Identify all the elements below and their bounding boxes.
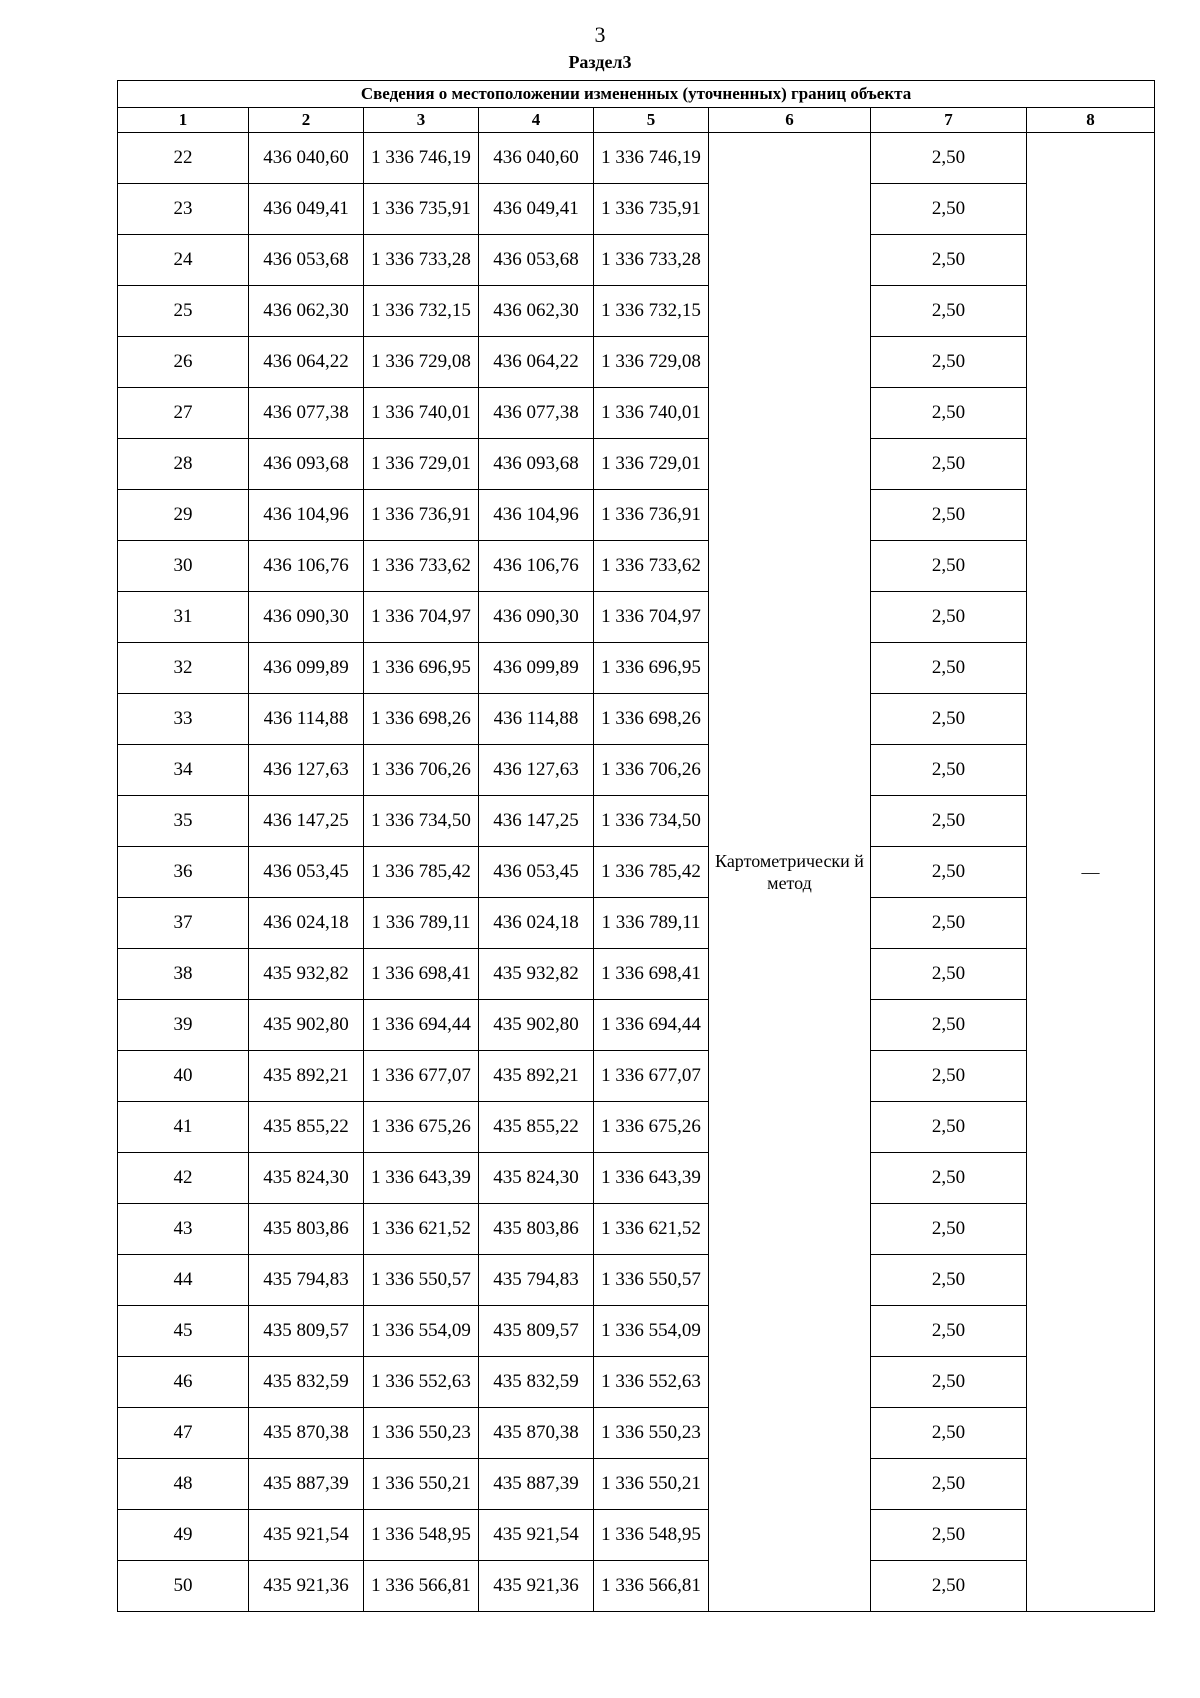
y-existing-cell: 1 336 736,91 (364, 490, 479, 541)
y-new-cell: 1 336 735,91 (594, 184, 709, 235)
y-new-cell: 1 336 643,39 (594, 1153, 709, 1204)
y-existing-cell: 1 336 734,50 (364, 796, 479, 847)
y-existing-cell: 1 336 785,42 (364, 847, 479, 898)
table-body (118, 133, 1155, 1612)
point-number-cell: 38 (118, 949, 249, 1000)
table-row (118, 949, 1155, 1000)
y-new-cell: 1 336 698,26 (594, 694, 709, 745)
column-number: 4 (479, 108, 594, 133)
y-new-cell: 1 336 694,44 (594, 1000, 709, 1051)
table-row (118, 1051, 1155, 1102)
x-new-cell: 436 040,60 (479, 133, 594, 184)
y-new-cell: 1 336 733,62 (594, 541, 709, 592)
y-new-cell: 1 336 677,07 (594, 1051, 709, 1102)
accuracy-cell: 2,50 (871, 235, 1027, 286)
y-existing-cell: 1 336 566,81 (364, 1561, 479, 1612)
accuracy-cell: 2,50 (871, 388, 1027, 439)
y-new-cell: 1 336 550,23 (594, 1408, 709, 1459)
x-existing-cell: 435 803,86 (249, 1204, 364, 1255)
table-row (118, 439, 1155, 490)
table-row (118, 1153, 1155, 1204)
x-existing-cell: 435 832,59 (249, 1357, 364, 1408)
y-new-cell: 1 336 566,81 (594, 1561, 709, 1612)
point-number-cell: 45 (118, 1306, 249, 1357)
x-existing-cell: 436 053,68 (249, 235, 364, 286)
x-existing-cell: 436 106,76 (249, 541, 364, 592)
y-new-cell: 1 336 746,19 (594, 133, 709, 184)
x-existing-cell: 435 921,36 (249, 1561, 364, 1612)
y-new-cell: 1 336 736,91 (594, 490, 709, 541)
x-new-cell: 436 049,41 (479, 184, 594, 235)
accuracy-cell: 2,50 (871, 1153, 1027, 1204)
x-existing-cell: 436 053,45 (249, 847, 364, 898)
accuracy-cell: 2,50 (871, 184, 1027, 235)
table-caption-row (118, 81, 1155, 108)
x-new-cell: 436 053,45 (479, 847, 594, 898)
page-number: 3 (594, 22, 606, 47)
x-new-cell: 436 147,25 (479, 796, 594, 847)
y-new-cell: 1 336 554,09 (594, 1306, 709, 1357)
x-new-cell: 435 824,30 (479, 1153, 594, 1204)
x-new-cell: 436 024,18 (479, 898, 594, 949)
table-row (118, 694, 1155, 745)
x-new-cell: 435 921,36 (479, 1561, 594, 1612)
x-existing-cell: 436 127,63 (249, 745, 364, 796)
y-new-cell: 1 336 729,01 (594, 439, 709, 490)
x-existing-cell: 436 040,60 (249, 133, 364, 184)
y-new-cell: 1 336 696,95 (594, 643, 709, 694)
table-row (118, 541, 1155, 592)
accuracy-cell: 2,50 (871, 1510, 1027, 1561)
table-row (118, 796, 1155, 847)
column-number: 1 (118, 108, 249, 133)
table-row (118, 1204, 1155, 1255)
y-new-cell: 1 336 729,08 (594, 337, 709, 388)
table-row (118, 1306, 1155, 1357)
y-new-cell: 1 336 548,95 (594, 1510, 709, 1561)
point-number-cell: 31 (118, 592, 249, 643)
point-number-cell: 40 (118, 1051, 249, 1102)
point-number-cell: 30 (118, 541, 249, 592)
x-existing-cell: 435 921,54 (249, 1510, 364, 1561)
point-number-cell: 46 (118, 1357, 249, 1408)
y-new-cell: 1 336 698,41 (594, 949, 709, 1000)
table-row (118, 898, 1155, 949)
point-number-cell: 49 (118, 1510, 249, 1561)
accuracy-cell: 2,50 (871, 490, 1027, 541)
y-existing-cell: 1 336 729,08 (364, 337, 479, 388)
column-number: 8 (1027, 108, 1155, 133)
y-existing-cell: 1 336 554,09 (364, 1306, 479, 1357)
x-existing-cell: 436 104,96 (249, 490, 364, 541)
accuracy-cell: 2,50 (871, 439, 1027, 490)
x-new-cell: 435 809,57 (479, 1306, 594, 1357)
point-number-cell: 36 (118, 847, 249, 898)
y-new-cell: 1 336 704,97 (594, 592, 709, 643)
y-new-cell: 1 336 732,15 (594, 286, 709, 337)
x-existing-cell: 436 090,30 (249, 592, 364, 643)
x-new-cell: 436 077,38 (479, 388, 594, 439)
accuracy-cell: 2,50 (871, 1102, 1027, 1153)
table-row (118, 184, 1155, 235)
x-new-cell: 436 106,76 (479, 541, 594, 592)
x-new-cell: 435 887,39 (479, 1459, 594, 1510)
x-new-cell: 436 053,68 (479, 235, 594, 286)
table-row (118, 490, 1155, 541)
x-new-cell: 436 104,96 (479, 490, 594, 541)
column-number-row (118, 108, 1155, 133)
y-existing-cell: 1 336 696,95 (364, 643, 479, 694)
point-number-cell: 27 (118, 388, 249, 439)
table-row (118, 592, 1155, 643)
column-number: 7 (871, 108, 1027, 133)
y-existing-cell: 1 336 643,39 (364, 1153, 479, 1204)
point-number-cell: 41 (118, 1102, 249, 1153)
point-number-cell: 24 (118, 235, 249, 286)
point-number-cell: 23 (118, 184, 249, 235)
table-row (118, 133, 1155, 184)
x-new-cell: 435 832,59 (479, 1357, 594, 1408)
x-existing-cell: 435 887,39 (249, 1459, 364, 1510)
y-new-cell: 1 336 734,50 (594, 796, 709, 847)
table-row (118, 1561, 1155, 1612)
section-title: Раздел3 (568, 52, 632, 72)
point-number-cell: 28 (118, 439, 249, 490)
y-existing-cell: 1 336 735,91 (364, 184, 479, 235)
x-existing-cell: 435 794,83 (249, 1255, 364, 1306)
x-existing-cell: 436 049,41 (249, 184, 364, 235)
x-existing-cell: 435 824,30 (249, 1153, 364, 1204)
y-existing-cell: 1 336 550,21 (364, 1459, 479, 1510)
y-new-cell: 1 336 785,42 (594, 847, 709, 898)
y-existing-cell: 1 336 729,01 (364, 439, 479, 490)
x-existing-cell: 436 064,22 (249, 337, 364, 388)
column-number: 6 (709, 108, 871, 133)
accuracy-cell: 2,50 (871, 847, 1027, 898)
x-new-cell: 435 902,80 (479, 1000, 594, 1051)
y-existing-cell: 1 336 621,52 (364, 1204, 479, 1255)
accuracy-cell: 2,50 (871, 694, 1027, 745)
y-existing-cell: 1 336 694,44 (364, 1000, 479, 1051)
table-row (118, 1408, 1155, 1459)
x-existing-cell: 435 855,22 (249, 1102, 364, 1153)
y-existing-cell: 1 336 698,26 (364, 694, 479, 745)
y-existing-cell: 1 336 548,95 (364, 1510, 479, 1561)
y-existing-cell: 1 336 552,63 (364, 1357, 479, 1408)
x-existing-cell: 436 093,68 (249, 439, 364, 490)
x-existing-cell: 435 892,21 (249, 1051, 364, 1102)
x-existing-cell: 435 902,80 (249, 1000, 364, 1051)
accuracy-cell: 2,50 (871, 1000, 1027, 1051)
point-number-cell: 34 (118, 745, 249, 796)
table-row (118, 1510, 1155, 1561)
x-existing-cell: 436 077,38 (249, 388, 364, 439)
point-number-cell: 47 (118, 1408, 249, 1459)
table-row (118, 388, 1155, 439)
y-existing-cell: 1 336 675,26 (364, 1102, 479, 1153)
point-number-cell: 39 (118, 1000, 249, 1051)
x-existing-cell: 436 147,25 (249, 796, 364, 847)
accuracy-cell: 2,50 (871, 1561, 1027, 1612)
x-new-cell: 436 127,63 (479, 745, 594, 796)
point-number-cell: 50 (118, 1561, 249, 1612)
x-existing-cell: 436 024,18 (249, 898, 364, 949)
table-row (118, 745, 1155, 796)
y-existing-cell: 1 336 746,19 (364, 133, 479, 184)
x-new-cell: 436 093,68 (479, 439, 594, 490)
x-new-cell: 436 090,30 (479, 592, 594, 643)
y-existing-cell: 1 336 733,62 (364, 541, 479, 592)
accuracy-cell: 2,50 (871, 1306, 1027, 1357)
accuracy-cell: 2,50 (871, 796, 1027, 847)
y-existing-cell: 1 336 550,57 (364, 1255, 479, 1306)
x-new-cell: 435 870,38 (479, 1408, 594, 1459)
table-row (118, 1459, 1155, 1510)
point-number-cell: 48 (118, 1459, 249, 1510)
note-cell: — (1027, 133, 1155, 1612)
table-row (118, 1357, 1155, 1408)
y-existing-cell: 1 336 733,28 (364, 235, 479, 286)
x-new-cell: 435 794,83 (479, 1255, 594, 1306)
boundary-coordinates-table (117, 80, 1155, 1612)
point-number-cell: 43 (118, 1204, 249, 1255)
accuracy-cell: 2,50 (871, 1357, 1027, 1408)
table-row (118, 847, 1155, 898)
accuracy-cell: 2,50 (871, 643, 1027, 694)
accuracy-cell: 2,50 (871, 286, 1027, 337)
y-new-cell: 1 336 552,63 (594, 1357, 709, 1408)
accuracy-cell: 2,50 (871, 1051, 1027, 1102)
y-new-cell: 1 336 740,01 (594, 388, 709, 439)
accuracy-cell: 2,50 (871, 541, 1027, 592)
table-row (118, 1255, 1155, 1306)
y-existing-cell: 1 336 706,26 (364, 745, 479, 796)
y-new-cell: 1 336 706,26 (594, 745, 709, 796)
y-existing-cell: 1 336 677,07 (364, 1051, 479, 1102)
x-existing-cell: 436 062,30 (249, 286, 364, 337)
accuracy-cell: 2,50 (871, 1459, 1027, 1510)
table-row (118, 643, 1155, 694)
point-number-cell: 32 (118, 643, 249, 694)
x-existing-cell: 435 809,57 (249, 1306, 364, 1357)
point-number-cell: 44 (118, 1255, 249, 1306)
y-existing-cell: 1 336 789,11 (364, 898, 479, 949)
x-new-cell: 435 892,21 (479, 1051, 594, 1102)
point-number-cell: 33 (118, 694, 249, 745)
accuracy-cell: 2,50 (871, 133, 1027, 184)
y-new-cell: 1 336 733,28 (594, 235, 709, 286)
x-existing-cell: 436 114,88 (249, 694, 364, 745)
method-cell: Картометрически й метод (709, 133, 871, 1612)
x-new-cell: 435 855,22 (479, 1102, 594, 1153)
table-row (118, 1102, 1155, 1153)
accuracy-cell: 2,50 (871, 1408, 1027, 1459)
y-new-cell: 1 336 550,21 (594, 1459, 709, 1510)
column-number: 2 (249, 108, 364, 133)
accuracy-cell: 2,50 (871, 337, 1027, 388)
accuracy-cell: 2,50 (871, 1255, 1027, 1306)
point-number-cell: 35 (118, 796, 249, 847)
column-number: 3 (364, 108, 479, 133)
accuracy-cell: 2,50 (871, 592, 1027, 643)
table-caption: Сведения о местоположении измененных (уточненных) границ объекта (118, 81, 1155, 108)
column-number: 5 (594, 108, 709, 133)
accuracy-cell: 2,50 (871, 898, 1027, 949)
accuracy-cell: 2,50 (871, 745, 1027, 796)
x-new-cell: 435 803,86 (479, 1204, 594, 1255)
x-new-cell: 436 114,88 (479, 694, 594, 745)
x-new-cell: 435 921,54 (479, 1510, 594, 1561)
point-number-cell: 25 (118, 286, 249, 337)
y-existing-cell: 1 336 740,01 (364, 388, 479, 439)
y-new-cell: 1 336 789,11 (594, 898, 709, 949)
x-existing-cell: 435 870,38 (249, 1408, 364, 1459)
y-existing-cell: 1 336 550,23 (364, 1408, 479, 1459)
table-row (118, 235, 1155, 286)
x-new-cell: 436 064,22 (479, 337, 594, 388)
x-existing-cell: 436 099,89 (249, 643, 364, 694)
point-number-cell: 29 (118, 490, 249, 541)
x-new-cell: 436 099,89 (479, 643, 594, 694)
accuracy-cell: 2,50 (871, 949, 1027, 1000)
table-row (118, 286, 1155, 337)
point-number-cell: 37 (118, 898, 249, 949)
y-new-cell: 1 336 621,52 (594, 1204, 709, 1255)
y-new-cell: 1 336 675,26 (594, 1102, 709, 1153)
accuracy-cell: 2,50 (871, 1204, 1027, 1255)
table-row (118, 1000, 1155, 1051)
y-existing-cell: 1 336 732,15 (364, 286, 479, 337)
x-existing-cell: 435 932,82 (249, 949, 364, 1000)
x-new-cell: 435 932,82 (479, 949, 594, 1000)
point-number-cell: 26 (118, 337, 249, 388)
point-number-cell: 22 (118, 133, 249, 184)
table-row (118, 337, 1155, 388)
x-new-cell: 436 062,30 (479, 286, 594, 337)
y-existing-cell: 1 336 704,97 (364, 592, 479, 643)
y-existing-cell: 1 336 698,41 (364, 949, 479, 1000)
y-new-cell: 1 336 550,57 (594, 1255, 709, 1306)
point-number-cell: 42 (118, 1153, 249, 1204)
